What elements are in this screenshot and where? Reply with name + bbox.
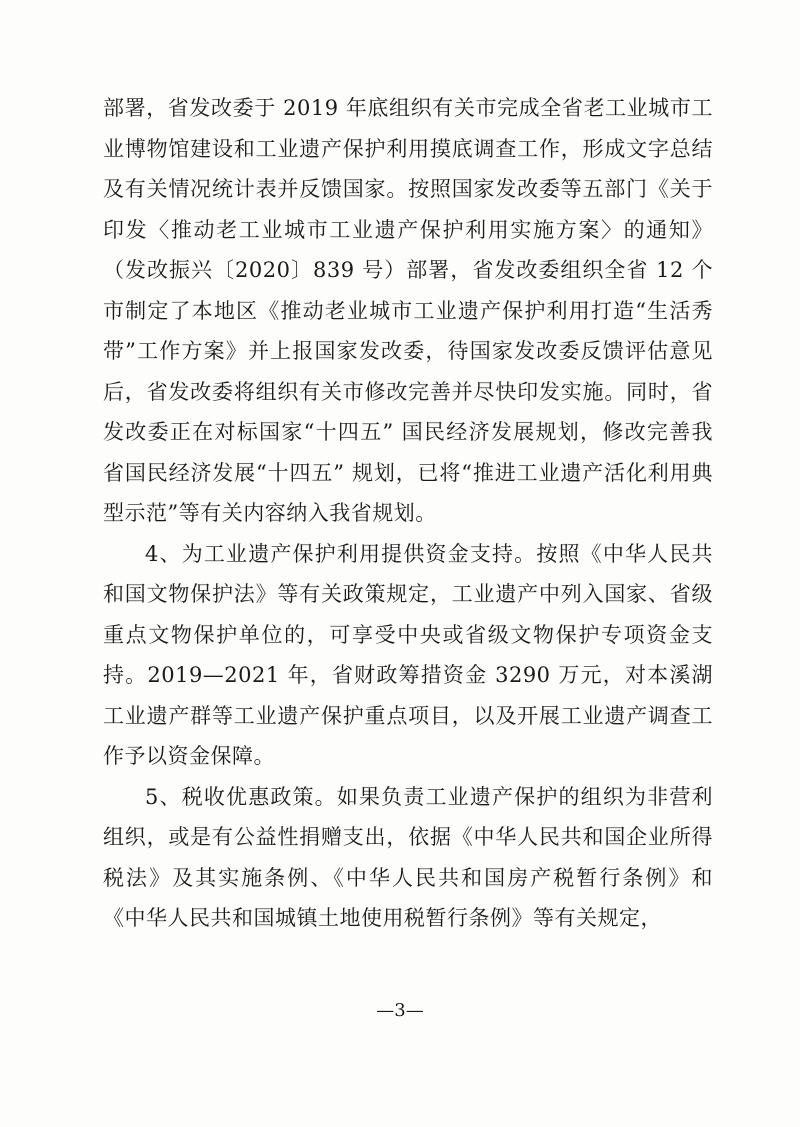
- page-number: —3—: [376, 1000, 424, 1021]
- document-body: [103, 88, 713, 939]
- paragraph-funding-support: 4、为工业遗产保护利用提供资金支持。按照《中华人民共和国文物保护法》等有关政策规定，工业遗产中列入国家、省级重点文物保护单位的，可享受中央或省级文物保护专项资金支持。2019—2021 年，省财政筹措资金 3290 万元，对本溪湖工业遗产群等工业遗产保护重点项目，以及开展工业遗产调查工作予以资金保障。: [103, 541, 713, 768]
- paragraph-tax-policy: 5、税收优惠政策。如果负责工业遗产保护的组织为非营利组织，或是有公益性捐赠支出，依据《中华人民共和国企业所得税法》及其实施条例、《中华人民共和国房产税暂行条例》和《中华人民共和国城镇土地使用税暂行条例》等有关规定，: [103, 784, 713, 930]
- paragraph-planning: 部署，省发改委于 2019 年底组织有关市完成全省老工业城市工业博物馆建设和工业遗产保护利用摸底调查工作，形成文字总结及有关情况统计表并反馈国家。按照国家发改委等五部门《关于印发〈推动老工业城市工业遗产保护利用实施方案〉的通知》（发改振兴〔2020〕839 号）部署，省发改委组织全省 12 个市制定了本地区《推动老业城市工业遗产保护利用打造“生活秀带”工作方案》并上报国家发改委，待国家发改委反馈评估意见后，省发改委将组织有关市修改完善并尽快印发实施。同时，省发改委正在对标国家“十四五” 国民经济发展规划，修改完善我省国民经济发展“十四五” 规划，已将“推进工业遗产活化利用典型示范”等有关内容纳入我省规划。: [103, 96, 713, 525]
